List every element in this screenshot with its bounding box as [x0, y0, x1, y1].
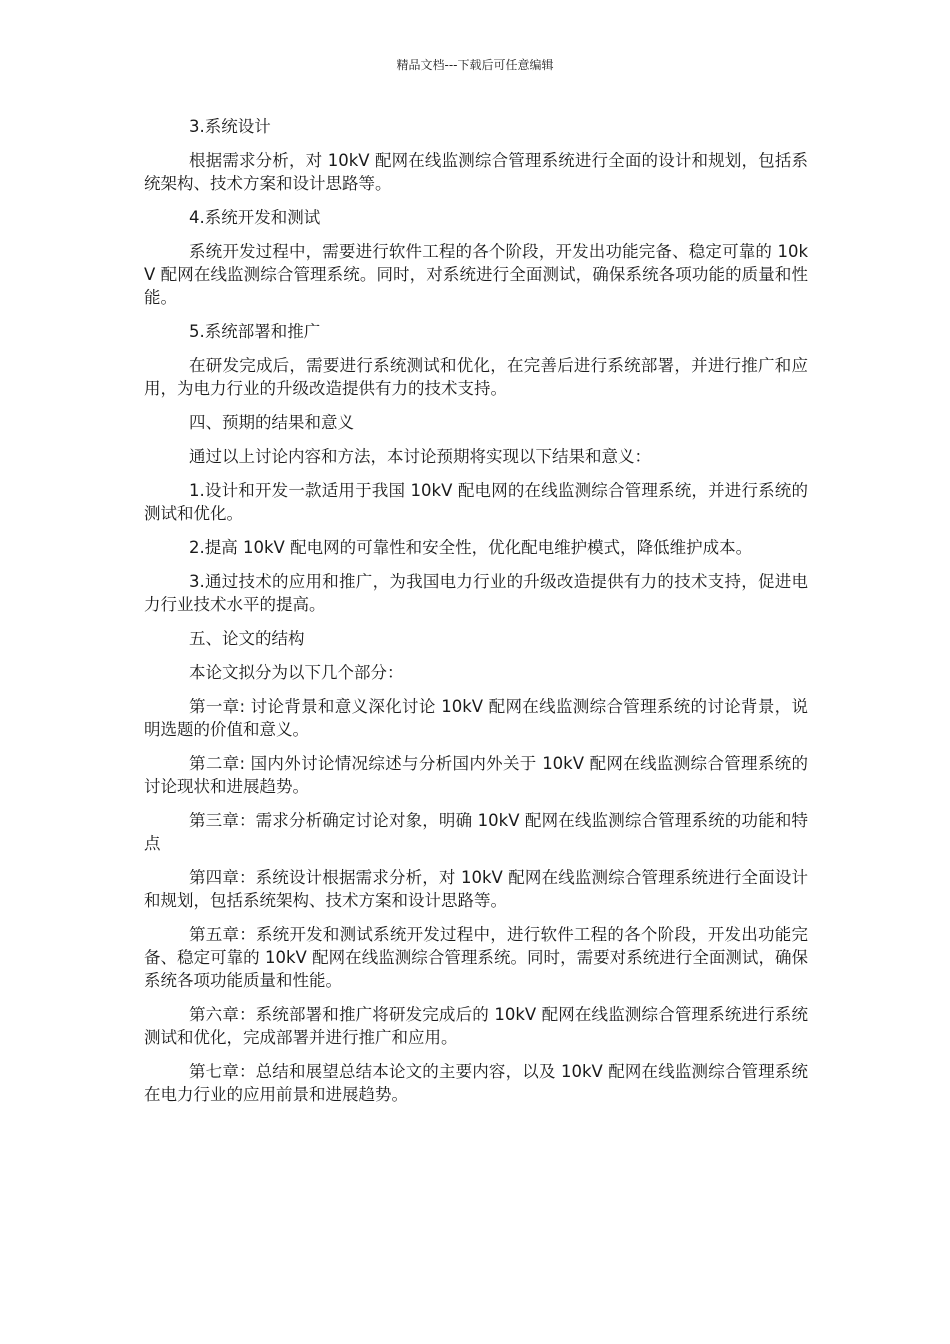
- chapter-item: 第五章：系统开发和测试系统开发过程中，进行软件工程的各个阶段，开发出功能完备、稳定可靠的 10kV 配网在线监测综合管理系统。同时，需要对系统进行全面测试，确保系统各项功能质量和性能。: [144, 925, 808, 990]
- chapter-item: 第二章: 国内外讨论情况综述与分析国内外关于 10kV 配网在线监测综合管理系统的讨论现状和进展趋势。: [144, 754, 808, 796]
- chapter-item: 第四章：系统设计根据需求分析，对 10kV 配网在线监测综合管理系统进行全面设计和规划，包括系统架构、技术方案和设计思路等。: [144, 868, 808, 910]
- paragraph: 系统开发过程中，需要进行软件工程的各个阶段，开发出功能完备、稳定可靠的 10kV 配网在线监测综合管理系统。同时，对系统进行全面测试，确保系统各项功能的质量和性能。: [144, 242, 808, 307]
- list-item: 3.通过技术的应用和推广，为我国电力行业的升级改造提供有力的技术支持，促进电力行业技术水平的提高。: [144, 572, 808, 614]
- paragraph: 根据需求分析，对 10kV 配网在线监测综合管理系统进行全面的设计和规划，包括系统架构、技术方案和设计思路等。: [144, 151, 808, 193]
- paragraph: 本论文拟分为以下几个部分：: [189, 663, 404, 682]
- chapter-item: 第六章：系统部署和推广将研发完成后的 10kV 配网在线监测综合管理系统进行系统测试和优化，完成部署并进行推广和应用。: [144, 1005, 808, 1047]
- chapter-item: 第三章：需求分析确定讨论对象，明确 10kV 配网在线监测综合管理系统的功能和特点: [144, 811, 808, 853]
- section-heading: 4.系统开发和测试: [189, 208, 321, 227]
- chapter-item: 第一章: 讨论背景和意义深化讨论 10kV 配网在线监测综合管理系统的讨论背景，说明选题的价值和意义。: [144, 697, 808, 739]
- section-heading: 四、预期的结果和意义: [189, 413, 354, 432]
- chapter-item: 第七章：总结和展望总结本论文的主要内容，以及 10kV 配网在线监测综合管理系统在电力行业的应用前景和进展趋势。: [144, 1062, 808, 1104]
- page-header: 精品文档---下载后可任意编辑: [396, 58, 554, 72]
- document-body: [144, 115, 808, 1117]
- list-item: 2.提高 10kV 配电网的可靠性和安全性，优化配电维护模式，降低维护成本。: [189, 538, 753, 557]
- section-heading: 五、论文的结构: [189, 629, 305, 648]
- paragraph: 通过以上讨论内容和方法，本讨论预期将实现以下结果和意义：: [189, 447, 651, 466]
- section-heading: 3.系统设计: [189, 117, 271, 136]
- list-item: 1.设计和开发一款适用于我国 10kV 配电网的在线监测综合管理系统，并进行系统的测试和优化。: [144, 481, 808, 523]
- section-heading: 5.系统部署和推广: [189, 322, 321, 341]
- paragraph: 在研发完成后，需要进行系统测试和优化，在完善后进行系统部署，并进行推广和应用，为电力行业的升级改造提供有力的技术支持。: [144, 356, 808, 398]
